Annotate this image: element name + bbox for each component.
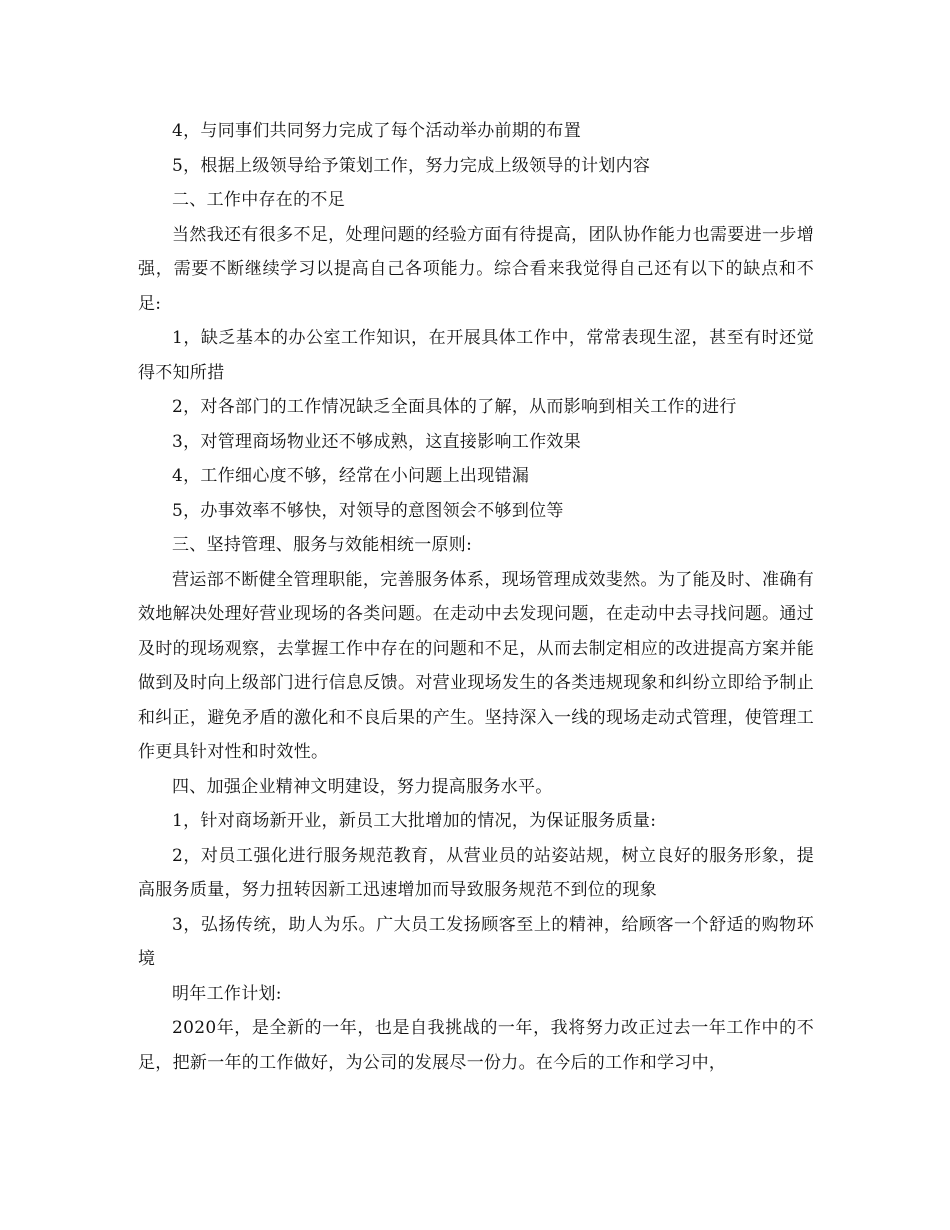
list-item: 2，对各部门的工作情况缺乏全面具体的了解，从而影响到相关工作的进行 [172,397,737,417]
list-item: 1，针对商场新开业，新员工大批增加的情况，为保证服务质量: [172,811,657,831]
paragraph: 营运部不断健全管理职能，完善服务体系，现场管理成效斐然。为了能及时、准确有效地解决处理好营业现场的各类问题。在走动中去发现问题，在走动中去寻找问题。通过及时的现场观察，去掌握工作中存在的问题和不足，从而去制定相应的改进提高方案并能做到及时向上级部门进行信息反馈。对营业现场发生的各类违规现象和纠纷立即给予制止和纠正，避免矛盾的激化和不良后果的产生。坚持深入一线的现场走动式管理，使管理工作更具针对性和时效性。 [138,569,814,762]
list-item: 4，工作细心度不够，经常在小问题上出现错漏 [172,466,530,486]
list-item: 1，缺乏基本的办公室工作知识，在开展具体工作中，常常表现生涩，甚至有时还觉得不知所措 [138,328,814,383]
list-item: 5，根据上级领导给予策划工作，努力完成上级领导的计划内容 [172,155,651,176]
list-item: 4，与同事们共同努力完成了每个活动举办前期的布置 [172,121,582,141]
list-item: 2，对员工强化进行服务规范教育，从营业员的站姿站规，树立良好的服务形象，提高服务质量，努力扭转因新工迅速增加而导致服务规范不到位的现象 [138,845,814,900]
section-heading: 四、加强企业精神文明建设，努力提高服务水平。 [172,776,553,797]
section-heading: 二、工作中存在的不足 [172,190,345,210]
section-heading: 三、坚持管理、服务与效能相统一原则: [172,535,473,555]
list-item: 5，办事效率不够快，对领导的意图领会不够到位等 [172,500,564,521]
section-heading: 明年工作计划: [172,983,282,1004]
list-item: 3，弘扬传统，助人为乐。广大员工发扬顾客至上的精神，给顾客一个舒适的购物环境 [138,914,814,969]
paragraph: 2020年，是全新的一年，也是自我挑战的一年，我将努力改正过去一年工作中的不足，把新一年的工作做好，为公司的发展尽一份力。在今后的工作和学习中， [138,1018,814,1073]
document-body [138,114,814,1080]
list-item: 3，对管理商场物业还不够成熟，这直接影响工作效果 [172,431,582,452]
paragraph: 当然我还有很多不足，处理问题的经验方面有待提高，团队协作能力也需要进一步增强，需要不断继续学习以提高自己各项能力。综合看来我觉得自己还有以下的缺点和不足: [138,224,814,314]
